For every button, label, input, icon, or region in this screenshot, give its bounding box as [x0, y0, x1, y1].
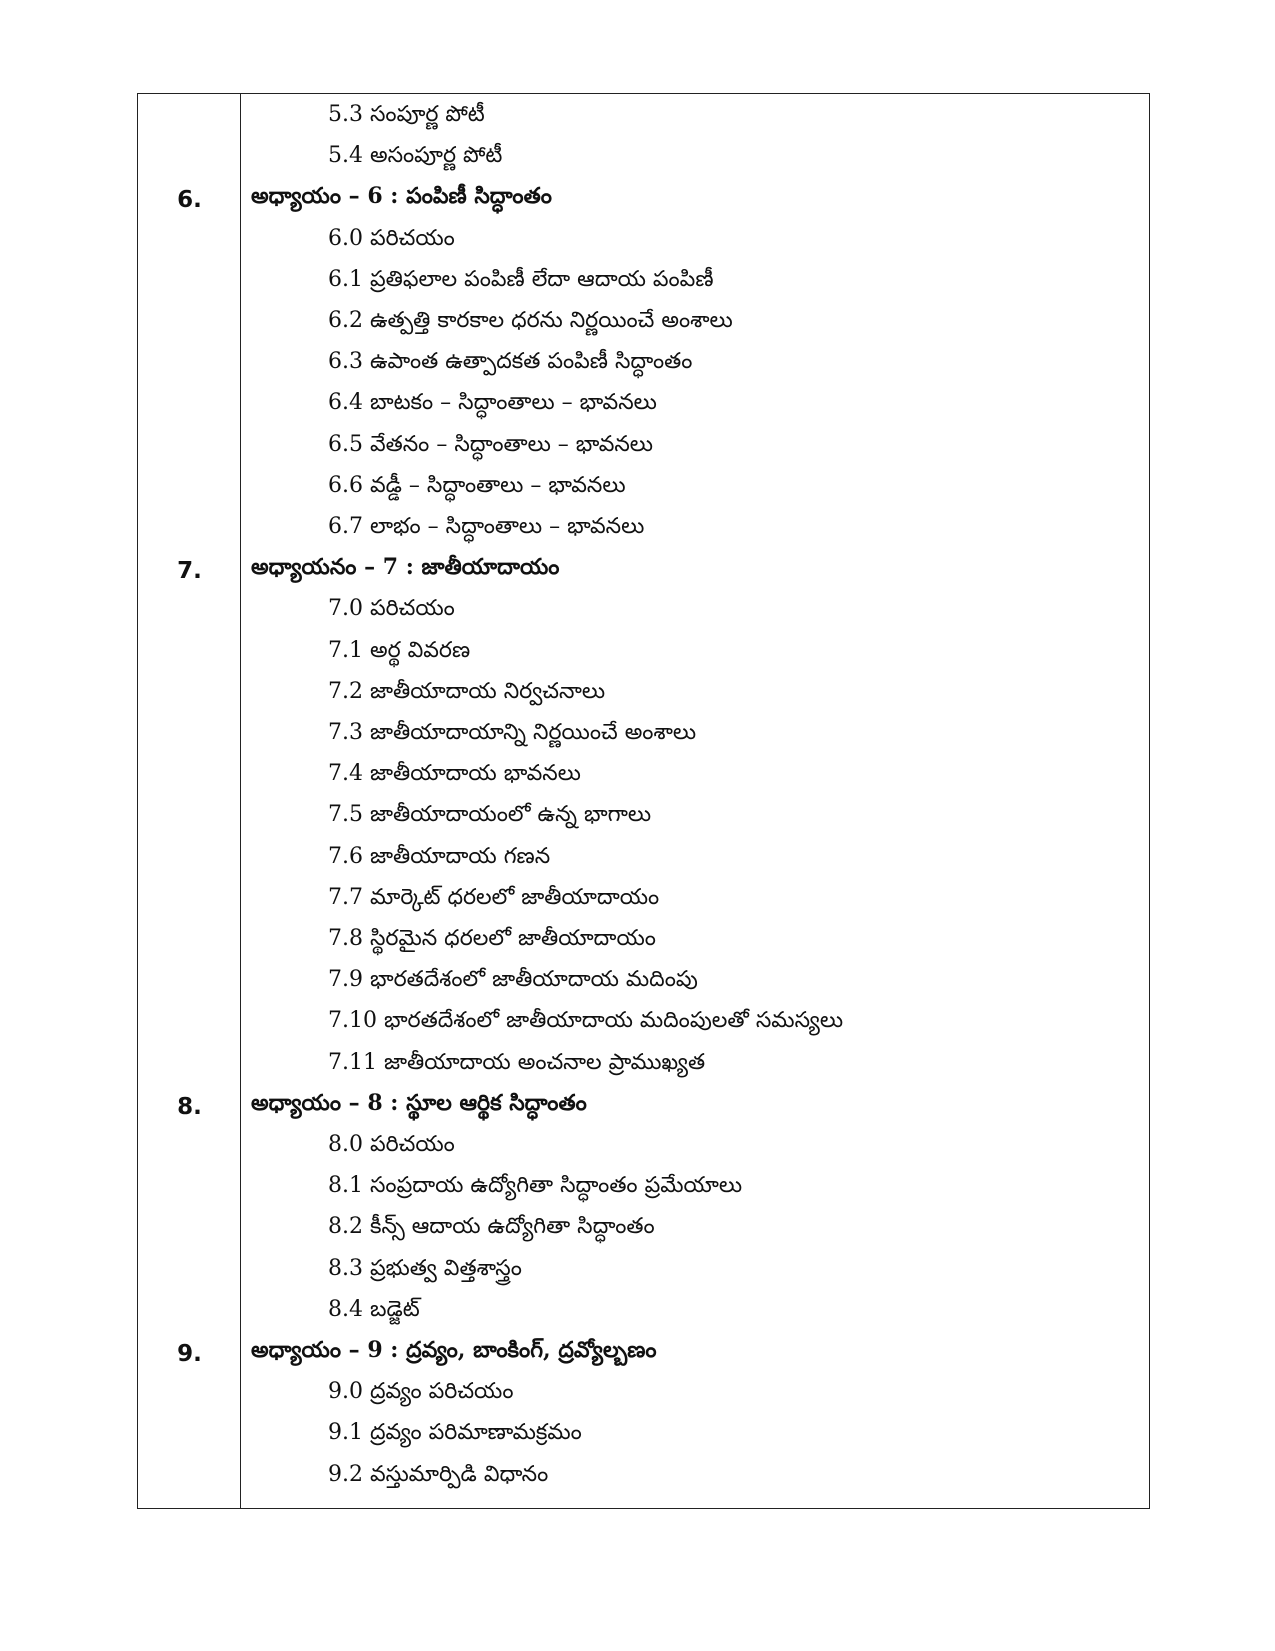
section-item: 9.2 వస్తుమార్పిడి విధానం [328, 1461, 549, 1487]
section-item: 5.3 సంపూర్ణ పోటీ [328, 102, 485, 127]
table-row [138, 506, 1149, 547]
table-row [138, 1000, 1149, 1041]
table-row [138, 218, 1149, 259]
table-row [138, 382, 1149, 423]
table-row [138, 630, 1149, 671]
section-item: 8.3 ప్రభుత్వ విత్తశాస్త్రం [328, 1255, 522, 1281]
chapter-number: 9. [177, 1341, 202, 1367]
section-item: 7.2 జాతీయాదాయ నిర్వచనాలు [328, 678, 606, 704]
table-row [138, 424, 1149, 465]
section-item: 6.7 లాభం – సిద్ధాంతాలు – భావనలు [328, 514, 645, 539]
section-item: 7.8 స్థిరమైన ధరలలో జాతీయాదాయం [328, 926, 656, 951]
section-item: 6.3 ఉపాంత ఉత్పాదకత పంపిణీ సిద్ధాంతం [328, 349, 693, 375]
table-row [138, 465, 1149, 506]
section-item: 7.11 జాతీయాదాయ అంచనాల ప్రాముఖ్యత [328, 1049, 706, 1075]
section-item: 6.2 ఉత్పత్తి కారకాల ధరను నిర్ణయించే అంశాలు [328, 308, 733, 333]
table-row [138, 1454, 1149, 1495]
section-item: 7.4 జాతీయాదాయ భావనలు [328, 761, 581, 787]
table-row [138, 1371, 1149, 1412]
chapter-heading: అధ్యాయం – 9 : ద్రవ్యం, బాంకింగ్, ద్రవ్యోల్బణం [251, 1337, 657, 1363]
chapter-heading: అధ్యాయం – 6 : పంపిణీ సిద్ధాంతం [251, 183, 552, 210]
table-row [138, 1124, 1149, 1165]
table-row [138, 135, 1149, 176]
table-row [138, 794, 1149, 835]
section-item: 8.2 కీన్స్ ఆదాయ ఉద్యోగితా సిద్ధాంతం [328, 1214, 655, 1240]
table-row [138, 300, 1149, 341]
table-row [138, 94, 1149, 135]
table-row [138, 341, 1149, 382]
section-item: 6.5 వేతనం – సిద్ధాంతాలు – భావనలు [328, 431, 653, 457]
table-row [138, 836, 1149, 877]
section-item: 5.4 అసంపూర్ణ పోటీ [328, 143, 503, 169]
section-item: 9.1 ద్రవ్యం పరిమాణామక్రమం [328, 1420, 582, 1446]
table-row [138, 1289, 1149, 1330]
table-row [138, 1042, 1149, 1083]
table-row [138, 959, 1149, 1000]
section-item: 7.5 జాతీయాదాయంలో ఉన్న భాగాలు [328, 802, 652, 828]
section-item: 8.1 సంప్రదాయ ఉద్యోగితా సిద్ధాంతం ప్రమేయాలు [328, 1173, 743, 1199]
table-row [138, 753, 1149, 794]
chapter-number: 8. [177, 1093, 202, 1120]
table-row [138, 1165, 1149, 1206]
table-row [138, 259, 1149, 300]
section-item: 6.4 బాటకం – సిద్ధాంతాలు – భావనలు [328, 390, 657, 416]
chapter-number: 7. [177, 558, 202, 585]
section-item: 7.3 జాతీయాదాయాన్ని నిర్ణయించే అంశాలు [328, 720, 697, 745]
table-row [138, 1083, 1149, 1124]
section-item: 7.0 పరిచయం [328, 596, 455, 622]
section-item: 7.10 భారతదేశంలో జాతీయాదాయ మదింపులతో సమస్యలు [328, 1008, 844, 1034]
table-row [138, 877, 1149, 918]
table-row [138, 588, 1149, 629]
chapter-number: 6. [177, 187, 202, 214]
section-item: 6.6 వడ్డీ – సిద్ధాంతాలు – భావనలు [328, 472, 626, 498]
section-item: 8.4 బడ్జెట్ [328, 1296, 420, 1322]
table-row [138, 712, 1149, 753]
table-row [138, 918, 1149, 959]
section-item: 7.1 అర్థ వివరణ [328, 637, 471, 663]
section-item: 7.7 మార్కెట్ ధరలలో జాతీయాదాయం [328, 884, 660, 910]
table-row [138, 671, 1149, 712]
table-row [138, 1412, 1149, 1453]
table-row [138, 1330, 1149, 1371]
chapter-heading: అధ్యాయనం – 7 : జాతీయాదాయం [251, 554, 560, 581]
section-item: 7.6 జాతీయాదాయ గణన [328, 843, 551, 869]
table-row [138, 1206, 1149, 1247]
section-item: 8.0 పరిచయం [328, 1132, 455, 1157]
section-item: 6.0 పరిచయం [328, 225, 455, 251]
table-row [138, 547, 1149, 588]
section-item: 7.9 భారతదేశంలో జాతీయాదాయ మదింపు [328, 967, 698, 993]
section-item: 6.1 ప్రతిఫలాల పంపిణీ లేదా ఆదాయ పంపిణీ [328, 266, 714, 292]
contents-table [137, 93, 1150, 1509]
section-item: 9.0 ద్రవ్యం పరిచయం [328, 1379, 514, 1405]
table-row [138, 1248, 1149, 1289]
table-row [138, 176, 1149, 217]
chapter-heading: అధ్యాయం – 8 : స్థూల ఆర్థిక సిద్ధాంతం [251, 1089, 587, 1116]
